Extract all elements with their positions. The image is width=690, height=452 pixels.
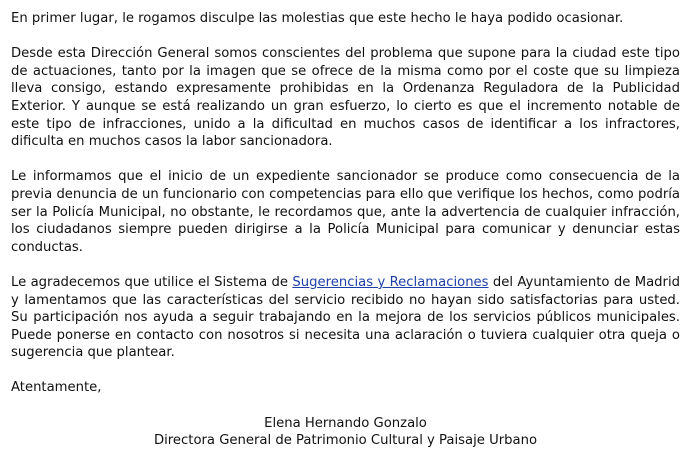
paragraph-apology: En primer lugar, le rogamos disculpe las molestias que este hecho le haya podido ocasionar. bbox=[11, 11, 624, 26]
paragraph-problem-awareness: Desde esta Dirección General somos conscientes del problema que supone para la ciudad este tipo de actuaciones, tanto por la imagen que se ofrece de la misma como por el coste que su limpieza lleva consigo, estando expresamente prohibidas en la Ordenanza Reguladora de la Publicidad Exterior. Y aunque se está realizando un gran esfuerzo, lo cierto es que el incremento notable de este tipo de infracciones, unido a la dificultad en muchos casos de identificar a los infractores, dificulta en muchos casos la labor sancionadora. bbox=[11, 46, 680, 150]
paragraph-sanction-procedure: Le informamos que el inicio de un expediente sancionador se produce como consecuencia de la previa denuncia de un funcionario con competencias para ello que verifique los hechos, como podría ser la Policía Municipal, no obstante, le recordamos que, ante la advertencia de cualquier infracción, los ciudadanos siempre pueden dirigirse a la Policía Municipal para comunicar y denunciar estas conductas. bbox=[11, 169, 680, 255]
closing-salutation: Atentamente, bbox=[11, 380, 102, 396]
signatory-title: Directora General de Patrimonio Cultural y Paisaje Urbano bbox=[153, 433, 538, 449]
letter-body bbox=[11, 10, 680, 450]
paragraph-thanks-intro: Le agradecemos que utilice el Sistema de bbox=[11, 274, 293, 290]
signatory-name: Elena Hernando Gonzalo bbox=[264, 415, 427, 431]
paragraph-thanks bbox=[11, 274, 680, 362]
paragraph-thanks-body: del Ayuntamiento de Madrid y lamentamos que las características del servicio recibido no hayan sido satisfactorias para usted. Su participación nos ayuda a seguir trabajando en la mejora de los servicios públicos municipales. Puede ponerse en contacto con nosotros si necesita una aclaración o tuviera cualquier otra queja o sugerencia que plantear. bbox=[11, 274, 680, 361]
suggestions-complaints-link[interactable]: Sugerencias y Reclamaciones bbox=[292, 274, 489, 290]
signature-block bbox=[11, 415, 680, 450]
